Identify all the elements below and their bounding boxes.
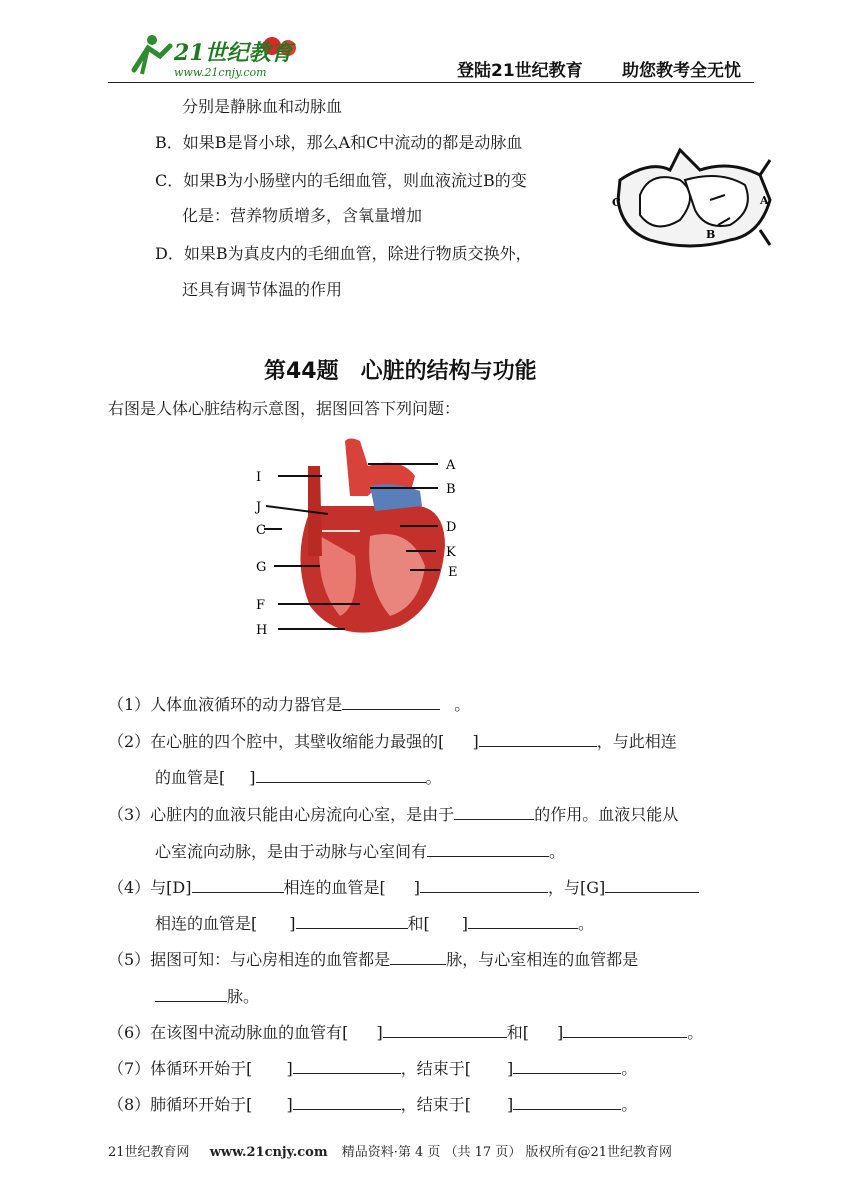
- question-5-line2: 脉。: [155, 985, 259, 1007]
- answer-blank[interactable]: [390, 948, 446, 965]
- heart-label-f: F: [256, 598, 266, 613]
- header-divider: [108, 82, 754, 83]
- question-2-line1: （2）在心脏的四个腔中，其壁收缩能力最强的[ ] ，与此相连: [108, 732, 677, 751]
- answer-blank[interactable]: [513, 1057, 621, 1074]
- answer-blank[interactable]: [296, 912, 408, 929]
- answer-blank[interactable]: [454, 803, 534, 820]
- prev-option-d-line1: D．如果B为真皮内的毛细血管，除进行物质交换外，: [155, 244, 532, 263]
- question-4-line1: （4）与[D] 相连的血管是[ ] ，与[G]: [108, 876, 699, 898]
- prev-option-c-line1: C．如果B为小肠壁内的毛细血管，则血液流过B的变: [155, 171, 527, 190]
- heart-label-a: A: [446, 458, 456, 473]
- logo-text: 21世纪教育: [174, 40, 293, 66]
- answer-blank[interactable]: [293, 1057, 401, 1074]
- answer-blank[interactable]: [563, 1021, 687, 1038]
- logo-graphic: [112, 30, 312, 82]
- header-slogan-right: 助您教考全无忧: [622, 61, 741, 81]
- capillary-figure: [610, 140, 776, 256]
- answer-blank[interactable]: [342, 693, 440, 710]
- answer-blank[interactable]: [420, 876, 548, 893]
- heart-label-d: D: [446, 520, 457, 535]
- question-7: （7）体循环开始于[ ] ，结束于[ ] 。: [108, 1059, 638, 1078]
- question-1: （1）人体血液循环的动力器官是 。: [108, 695, 471, 714]
- heart-label-k: K: [446, 545, 456, 560]
- heart-label-c: C: [256, 523, 266, 538]
- site-logo: [112, 30, 312, 82]
- answer-blank[interactable]: [479, 730, 597, 747]
- answer-blank[interactable]: [192, 876, 284, 893]
- answer-blank[interactable]: [155, 985, 227, 1002]
- section-intro: 右图是人体心脏结构示意图，据图回答下列问题：: [108, 399, 461, 418]
- question-8: （8）肺循环开始于[ ] ，结束于[ ] 。: [108, 1095, 638, 1114]
- answer-blank[interactable]: [293, 1093, 401, 1110]
- answer-blank[interactable]: [256, 766, 426, 783]
- footer-site: 21世纪教育网: [108, 1145, 190, 1160]
- question-4-line2: 相连的血管是[ ] 和[ ] 。: [155, 914, 595, 933]
- footer-url[interactable]: www.21cnjy.com: [209, 1145, 328, 1160]
- heart-diagram: [250, 436, 470, 646]
- heart-label-b: B: [446, 482, 456, 497]
- heart-label-i: I: [256, 470, 262, 485]
- capillary-label-c: C: [612, 196, 621, 209]
- answer-blank[interactable]: [383, 1021, 507, 1038]
- logo-url: www.21cnjy.com: [174, 66, 267, 79]
- question-3-line2: 心室流向动脉，是由于动脉与心室间有 。: [155, 842, 566, 861]
- prev-option-b: B．如果B是肾小球，那么A和C中流动的都是动脉血: [155, 133, 523, 152]
- footer-info: 精品资料·第 4 页 （共 17 页） 版权所有@21世纪教育网: [341, 1145, 673, 1160]
- prev-option-c-line2: 化是：营养物质增多，含氧量增加: [182, 206, 423, 225]
- heart-label-j: J: [256, 500, 262, 515]
- answer-blank[interactable]: [513, 1093, 621, 1110]
- section-title: 第44题 心脏的结构与功能: [264, 359, 537, 384]
- question-5-line1: （5）据图可知：与心房相连的血管都是 脉，与心室相连的血管都是: [108, 950, 639, 969]
- heart-label-h: H: [256, 623, 268, 638]
- question-3-line1: （3）心脏内的血液只能由心房流向心室，是由于 的作用。血液只能从: [108, 805, 679, 824]
- answer-blank[interactable]: [427, 840, 549, 857]
- heart-label-g: G: [256, 560, 267, 575]
- prev-continuation: 分别是静脉血和动脉血: [182, 97, 343, 116]
- capillary-label-b: B: [706, 228, 716, 241]
- header-slogan-left: 登陆21世纪教育: [457, 61, 583, 81]
- heart-figure: [250, 436, 470, 646]
- heart-label-e: E: [448, 565, 458, 580]
- question-2-line2: 的血管是[ ] 。: [155, 768, 442, 787]
- answer-blank[interactable]: [605, 876, 699, 893]
- prev-option-d-line2: 还具有调节体温的作用: [182, 280, 343, 299]
- page-footer: [108, 1141, 672, 1160]
- question-6: （6）在该图中流动脉血的血管有[ ] 和[ ] 。: [108, 1023, 704, 1042]
- capillary-diagram: [610, 140, 776, 256]
- capillary-label-a: A: [760, 194, 769, 207]
- answer-blank[interactable]: [468, 912, 578, 929]
